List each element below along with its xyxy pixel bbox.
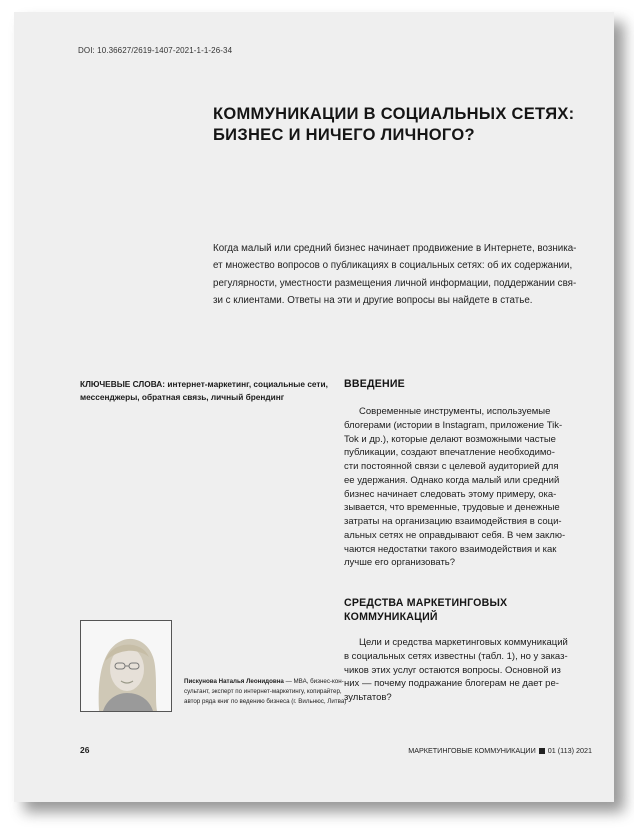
author-name: Пискунова Наталья Леонидовна: [184, 678, 284, 685]
keywords-line: мессенджеры, обратная связь, личный брендинг: [80, 391, 285, 402]
section-heading-introduction: [344, 378, 405, 392]
article-title: [213, 104, 593, 146]
body-line: чиков этих услуг остаются вопросы. Основной из: [344, 664, 561, 676]
body-line: в социальных сетях известны (табл. 1), но у заказ-: [344, 650, 568, 662]
journal-page: [14, 12, 614, 802]
body-line: Цели и средства маркетинговых коммуникаций: [359, 637, 568, 648]
abstract-line: регулярности, уместности размещения личной информации, поддержании свя-: [213, 277, 577, 289]
title-line: БИЗНЕС И НИЧЕГО ЛИЧНОГО?: [213, 126, 475, 144]
body-line: них — почему подражание блогерам не дает ре-: [344, 678, 559, 690]
author-photo: [80, 620, 172, 712]
author-line: автор ряда книг по ведению бизнеса (г. Вильнюс, Литва): [184, 698, 347, 705]
author-role: — МВА, бизнес-кон-: [283, 678, 344, 685]
body-line: сти постоянной связи с целевой аудиторией для: [344, 461, 559, 472]
body-line: Tok и др.), которые делают возможными частые: [344, 433, 556, 445]
page-number: 26: [80, 745, 90, 755]
abstract-line: зи с клиентами. Ответы на эти и другие вопросы вы найдете в статье.: [213, 295, 533, 307]
body-line: публикации, создают впечатление необходимо-: [344, 447, 555, 459]
abstract-line: Когда малый или средний бизнес начинает продвижение в Интернете, возника-: [213, 243, 577, 254]
doi-label: DOI: 10.36627/2619-1407-2021-1-1-26-34: [78, 46, 233, 55]
body-line: ее удержания. Однако когда малый или средний: [344, 474, 560, 486]
introduction-body: [344, 405, 594, 570]
body-line: зультатов?: [344, 692, 392, 703]
body-line: Современные инструменты, используемые: [359, 406, 551, 417]
body-line: затраты на организацию взаимодействия в соци-: [344, 516, 562, 527]
journal-name: МАРКЕТИНГОВЫЕ КОММУНИКАЦИИ: [408, 746, 536, 755]
body-line: блогерами (истории в Instagram, приложение Tik-: [344, 419, 563, 431]
section-heading-text: СРЕДСТВА МАРКЕТИНГОВЫХ: [344, 597, 508, 609]
author-info: [184, 677, 364, 707]
author-line: [184, 677, 364, 687]
section-heading-marketing-tools: [344, 597, 507, 624]
body-line: чаются недостатки такого взаимодействия и как: [344, 543, 557, 555]
abstract-line: ет множество вопросов о публикациях в социальных сетях: об их содержании,: [213, 260, 573, 272]
title-line: КОММУНИКАЦИИ В СОЦИАЛЬНЫХ СЕТЯХ:: [213, 105, 575, 123]
body-line: альных сетях не оправдывают себя. В чем заклю-: [344, 529, 566, 541]
body-line: лучше его организовать?: [344, 557, 456, 569]
running-footer: [408, 746, 592, 755]
issue-number: 01 (113) 2021: [547, 746, 592, 755]
author-line: сультант, эксперт по интернет-маркетингу, копирайтер,: [184, 688, 342, 695]
marketing-tools-body: [344, 636, 594, 705]
body-line: зывается, что временные, трудовые и денежные: [344, 502, 560, 514]
square-bullet-icon: [539, 748, 545, 754]
keywords-line: КЛЮЧЕВЫЕ СЛОВА: интернет-маркетинг, социальные сети,: [80, 379, 328, 389]
section-heading-text: КОММУНИКАЦИЙ: [344, 610, 438, 623]
body-line: бизнес начинает следовать этому примеру, ока-: [344, 488, 557, 500]
keywords: [80, 378, 328, 403]
section-heading-text: ВВЕДЕНИЕ: [344, 378, 405, 390]
abstract: [213, 240, 593, 310]
